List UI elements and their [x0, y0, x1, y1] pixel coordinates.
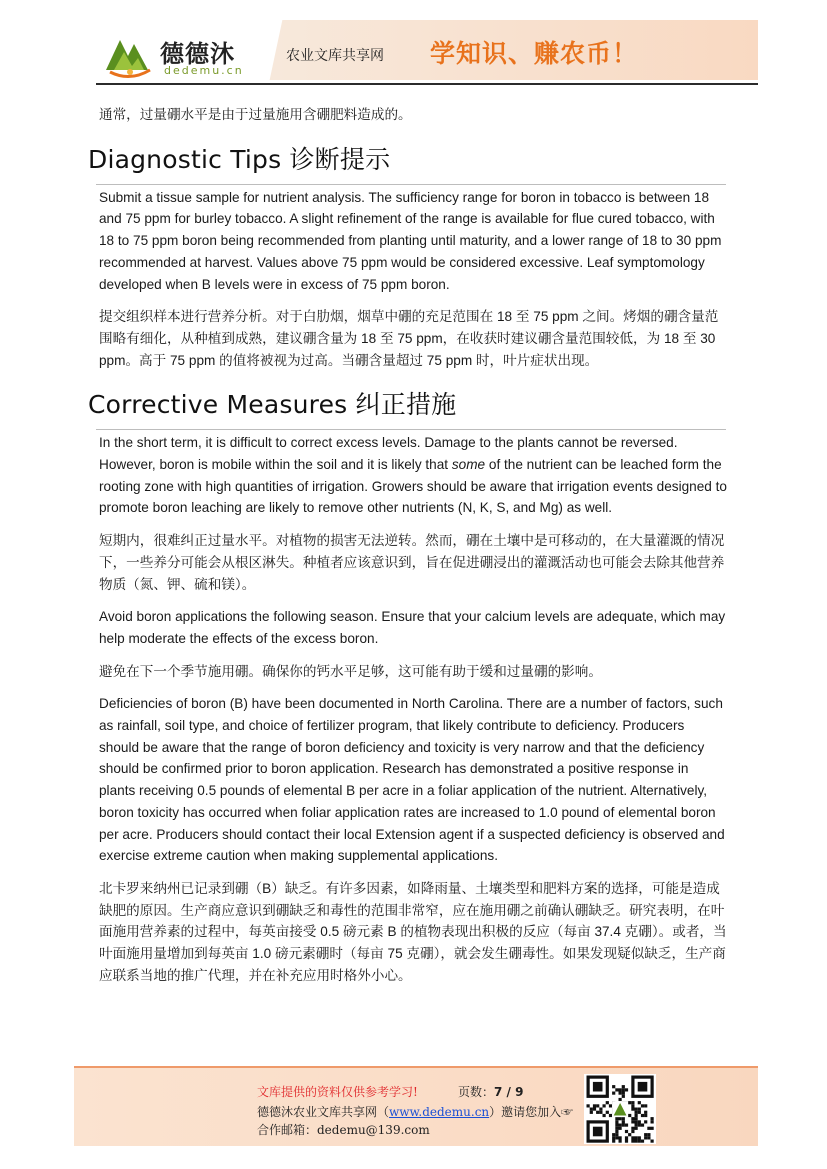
page-counter-label: 页数：	[458, 1085, 495, 1099]
section-heading-diagnostic: Diagnostic Tips 诊断提示	[88, 144, 391, 174]
page-counter-value: 7 / 9	[494, 1085, 524, 1099]
text-run: of the nutrient can be leached form the rooting zone with high quantities of irrigation. Growers should be aware that irrigation events designed to promote boron leaching are likely to remove other nutrients (N, K, S, and Mg) as well.	[99, 457, 727, 516]
page-counter	[458, 1083, 523, 1100]
paragraph: 提交组织样本进行营养分析。对于白肋烟，烟草中硼的充足范围在 18 至 75 ppm 之间。烤烟的硼含量范围略有细化，从种植到成熟，建议硼含量为 18 至 75 ppm，在收获时建议硼含量范围较低，为 18 至 30 ppm。高于 75 ppm 的值将被视为过高。当硼含量超过 75 ppm 时，叶片症状出现。	[99, 309, 719, 368]
invite-suffix: ）邀请您加入☞	[489, 1105, 574, 1119]
dedemu-logo-icon	[104, 30, 160, 80]
paragraph: Deficiencies of boron (B) have been documented in North Carolina. There are a number of factors, such as rainfall, soil type, and choice of fertilizer program, that likely contribute to deficiency. Producers should be aware that the range of boron deficiency and toxicity is very narrow and that the deficiency should be confirmed prior to boron application. Research has demonstrated a positive response in plants receiving 0.5 pounds of elemental B per acre in a foliar application of the nutrient. Alternatively, boron toxicity has occurred when foliar application rates are increased to 1.0 pound of elemental boron per acre. Producers should contact their local Extension agent if a suspected deficiency is observed and exercise extreme caution when making supplemental applications.	[99, 696, 725, 864]
paragraph: Submit a tissue sample for nutrient analysis. The sufficiency range for boron in tobacco is between 18 and 75 ppm for burley tobacco. A slight refinement of the range is available for flue cured tobacco, with 18 to 75 ppm boron being recommended from planting until maturity, and a lower range of 18 to 30 ppm recommended at harvest. Values above 75 ppm would be considered excessive. Leaf symptomology developed when B levels were in excess of 75 ppm boron.	[99, 189, 722, 292]
site-name: 农业文库共享网	[286, 48, 384, 64]
slogan: 学知识、赚农币！	[430, 39, 639, 68]
disclaimer-text: 文库提供的资料仅供参考学习!	[257, 1085, 418, 1099]
paragraph: 北卡罗来纳州已记录到硼（B）缺乏。有许多因素，如降雨量、土壤类型和肥料方案的选择，可能是造成缺肥的原因。生产商应意识到硼缺乏和毒性的范围非常窄，应在施用硼之前确认硼缺乏。研究表明，在叶面施用营养素的过程中，每英亩接受 0.5 磅元素 B 的植物表现出积极的反应（每亩 37.4 克硼）。或者，当叶面施用量增加到每英亩 1.0 磅元素硼时（每亩 75 克硼），就会发生硼毒性。如果发现疑似缺乏，生产商应联系当地的推广代理，并在补充应用时格外小心。	[99, 880, 727, 983]
section-divider	[96, 429, 726, 430]
page-footer	[74, 1066, 758, 1146]
section-heading-corrective: Corrective Measures 纠正措施	[88, 390, 457, 420]
site-link[interactable]: www.dedemu.cn	[389, 1105, 490, 1119]
text-run: In the short term, it is difficult to correct excess levels. Damage to the plants cannot be reversed. However, boron is mobile within the soil and it is likely that	[99, 435, 678, 473]
header-divider	[96, 83, 758, 85]
invite-prefix: 德德沐农业文库共享网（	[257, 1105, 390, 1119]
intro-paragraph: 通常，过量硼水平是由于过量施用含硼肥料造成的。	[99, 107, 412, 122]
document-body	[88, 104, 728, 987]
site-logo[interactable]	[104, 30, 254, 80]
section-divider	[96, 184, 726, 185]
page-header	[96, 20, 758, 82]
site-invite	[257, 1103, 573, 1120]
logo-text-cn: 德德沐	[160, 39, 235, 68]
paragraph	[88, 432, 728, 519]
paragraph: Avoid boron applications the following season. Ensure that your calcium levels are adequate, which may help moderate the effects of the excess boron.	[99, 609, 726, 646]
paragraph: 短期内，很难纠正过量水平。对植物的损害无法逆转。然而，硼在土壤中是可移动的，在大量灌溉的情况下，一些养分可能会从根区淋失。种植者应该意识到，旨在促进硼浸出的灌溉活动也可能会去除其他营养物质（氮、钾、硫和镁）。	[99, 533, 725, 592]
logo-text-en: dedemu.cn	[164, 64, 244, 77]
italic-text: some	[451, 457, 486, 473]
contact-email: 合作邮箱：dedemu@139.com	[257, 1123, 430, 1137]
paragraph: 避免在下一个季节施用硼。确保你的钙水平足够，这可能有助于缓和过量硼的影响。	[99, 663, 602, 679]
qr-code-icon[interactable]	[584, 1074, 656, 1144]
